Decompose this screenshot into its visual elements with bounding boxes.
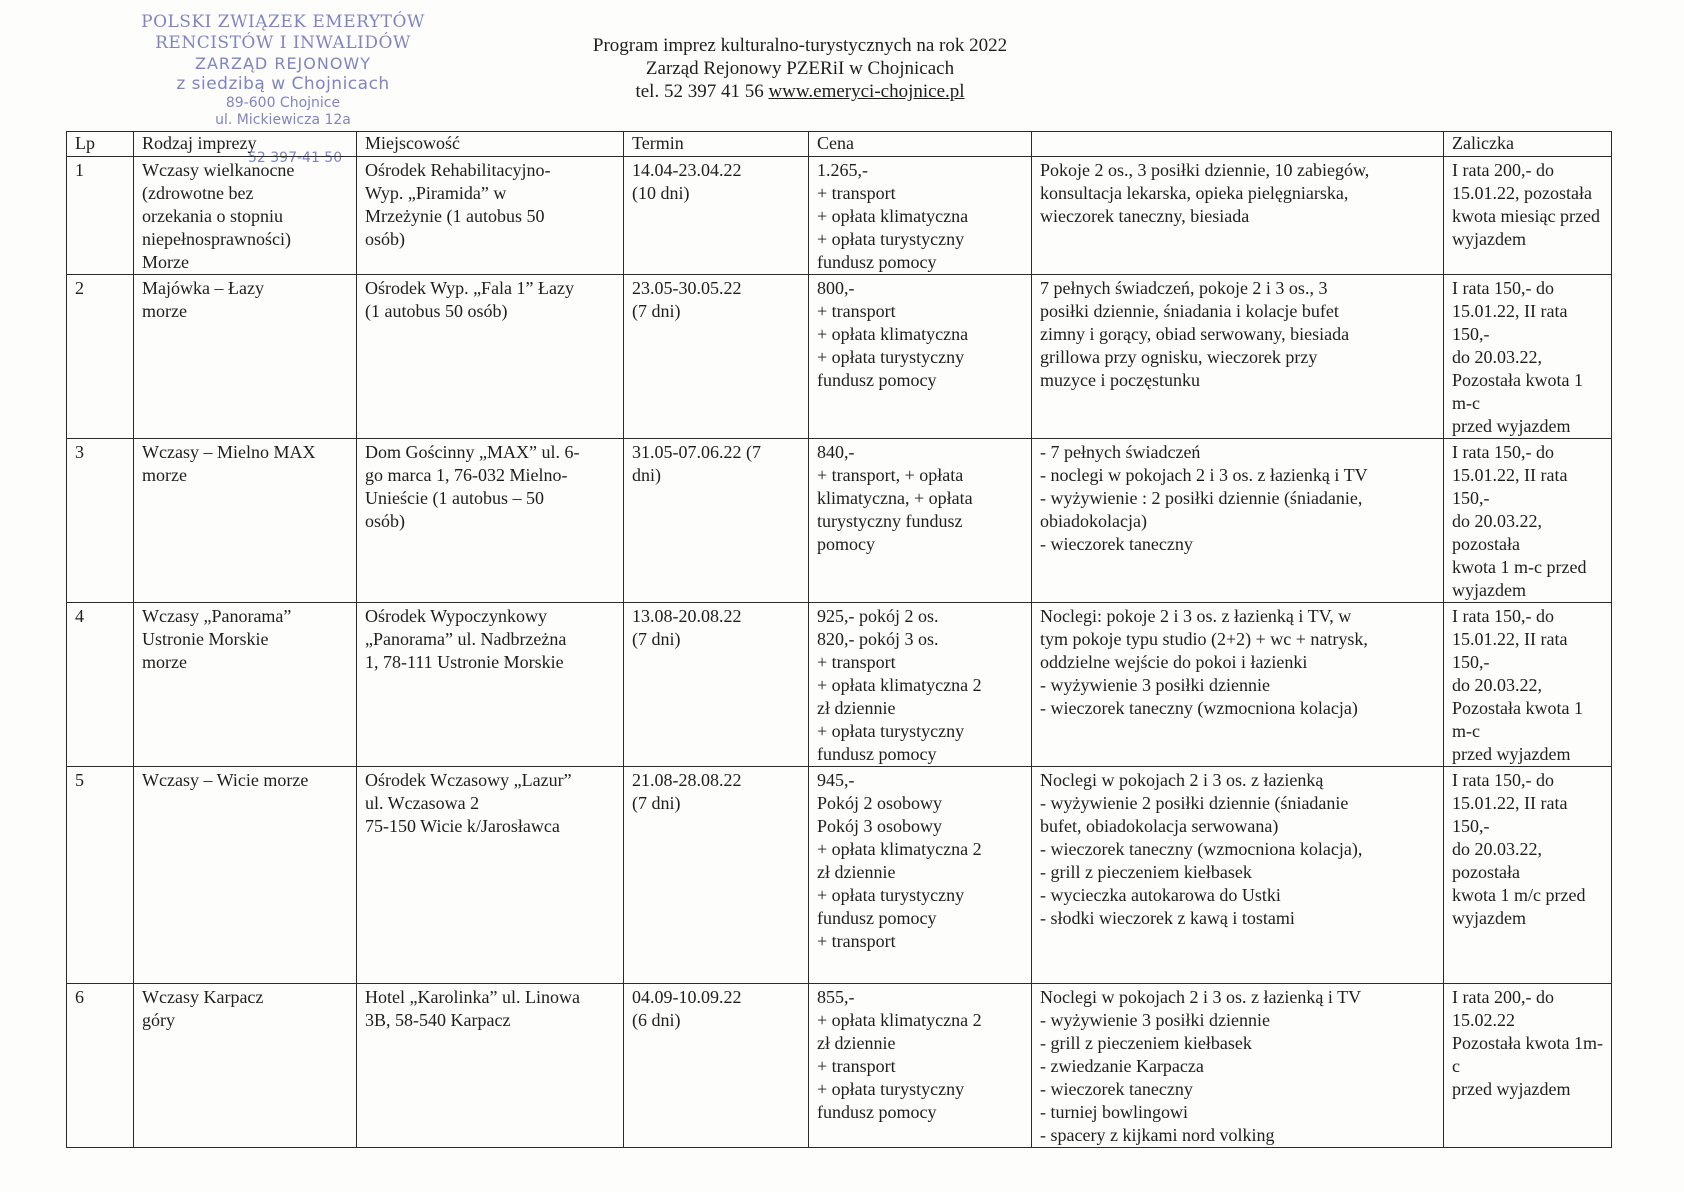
cell-lp: 6: [67, 984, 134, 1148]
table-row: [67, 603, 1612, 767]
table-row: [67, 157, 1612, 275]
cell-lp: 5: [67, 767, 134, 984]
table-row: [67, 439, 1612, 603]
cell-description: 7 pełnych świadczeń, pokoje 2 i 3 os., 3 posiłki dziennie, śniadania i kolacje bufet zimny i gorący, obiad serwowany, biesiada grillowa przy ognisku, wieczorek przy muzyce i poczęstunku: [1032, 275, 1444, 439]
cell-dates: 21.08-28.08.22 (7 dni): [624, 767, 809, 984]
cell-price: 840,- + transport, + opłata klimatyczna, + opłata turystyczny fundusz pomocy: [809, 439, 1032, 603]
cell-location: Hotel „Karolinka” ul. Linowa 3B, 58-540 Karpacz: [357, 984, 624, 1148]
cell-dates: 13.08-20.08.22 (7 dni): [624, 603, 809, 767]
document-heading: [500, 34, 1100, 103]
table-header-row: [67, 132, 1612, 157]
stamp-phone: 52 397-41 50: [248, 150, 343, 166]
header-deposit: Zaliczka: [1444, 132, 1612, 157]
stamp-line: POLSKI ZWIĄZEK EMERYTÓW: [141, 12, 425, 32]
website-link[interactable]: www.emeryci-chojnice.pl: [768, 81, 965, 102]
cell-description: Noclegi w pokojach 2 i 3 os. z łazienką - wyżywienie 2 posiłki dziennie (śniadanie bufet, obiadokolacja serwowana) - wieczorek taneczny (wzmocniona kolacja), - grill z pieczeniem kiełbasek - wycieczka autokarowa do Ustki - słodki wieczorek z kawą i tostami: [1032, 767, 1444, 984]
cell-location: Ośrodek Rehabilitacyjno- Wyp. „Piramida” w Mrzeżynie (1 autobus 50 osób): [357, 157, 624, 275]
stamp-line: z siedzibą w Chojnicach: [176, 73, 390, 94]
header-dates: Termin: [624, 132, 809, 157]
cell-lp: 1: [67, 157, 134, 275]
cell-dates: 31.05-07.06.22 (7 dni): [624, 439, 809, 603]
cell-description: Pokoje 2 os., 3 posiłki dziennie, 10 zabiegów, konsultacja lekarska, opieka pielęgniarska, wieczorek taneczny, biesiada: [1032, 157, 1444, 275]
cell-deposit: I rata 150,- do 15.01.22, II rata 150,- do 20.03.22, pozostała kwota 1 m-c przed wyjazdem: [1444, 439, 1612, 603]
cell-deposit: I rata 150,- do 15.01.22, II rata 150,- do 20.03.22, Pozostała kwota 1 m-c przed wyjazdem: [1444, 603, 1612, 767]
stamp-line: RENCISTÓW I INWALIDÓW: [155, 33, 411, 54]
table-row: [67, 767, 1612, 984]
cell-deposit: I rata 150,- do 15.01.22, II rata 150,- do 20.03.22, pozostała kwota 1 m/c przed wyjazdem: [1444, 767, 1612, 984]
header-price: Cena: [809, 132, 1032, 157]
cell-lp: 2: [67, 275, 134, 439]
stamp-line: 89-600 Chojnice: [225, 95, 341, 112]
cell-dates: 14.04-23.04.22 (10 dni): [624, 157, 809, 275]
table-row: [67, 275, 1612, 439]
cell-dates: 23.05-30.05.22 (7 dni): [624, 275, 809, 439]
cell-deposit: I rata 200,- do 15.02.22 Pozostała kwota 1m-c przed wyjazdem: [1444, 984, 1612, 1148]
cell-event-type: Wczasy – Wicie morze: [134, 767, 357, 984]
header-description: [1032, 132, 1444, 157]
cell-event-type: Majówka – Łazy morze: [134, 275, 357, 439]
contact-line: [500, 80, 1100, 103]
cell-lp: 3: [67, 439, 134, 603]
cell-event-type: Wczasy – Mielno MAX morze: [134, 439, 357, 603]
header-event-type: Rodzaj imprezy: [134, 132, 357, 157]
cell-event-type: Wczasy Karpacz góry: [134, 984, 357, 1148]
cell-price: 1.265,- + transport + opłata klimatyczna + opłata turystyczny fundusz pomocy: [809, 157, 1032, 275]
cell-description: Noclegi w pokojach 2 i 3 os. z łazienką i TV - wyżywienie 3 posiłki dziennie - grill z pieczeniem kiełbasek - zwiedzanie Karpacza - wieczorek taneczny - turniej bowlingowi - spacery z kijkami nord volking: [1032, 984, 1444, 1148]
cell-deposit: I rata 200,- do 15.01.22, pozostała kwota miesiąc przed wyjazdem: [1444, 157, 1612, 275]
header-location: Miejscowość: [357, 132, 624, 157]
cell-location: Ośrodek Wczasowy „Lazur” ul. Wczasowa 2 75-150 Wicie k/Jarosławca: [357, 767, 624, 984]
document-subtitle: Zarząd Rejonowy PZERiI w Chojnicach: [645, 58, 955, 79]
document-title: Program imprez kulturalno-turystycznych na rok 2022: [592, 35, 1008, 56]
table-row: [67, 984, 1612, 1148]
cell-price: 925,- pokój 2 os. 820,- pokój 3 os. + transport + opłata klimatyczna 2 zł dziennie + opłata turystyczny fundusz pomocy: [809, 603, 1032, 767]
cell-price: 945,- Pokój 2 osobowy Pokój 3 osobowy + opłata klimatyczna 2 zł dziennie + opłata turystyczny fundusz pomocy + transport: [809, 767, 1032, 984]
cell-price: 800,- + transport + opłata klimatyczna + opłata turystyczny fundusz pomocy: [809, 275, 1032, 439]
cell-location: Ośrodek Wyp. „Fala 1” Łazy (1 autobus 50 osób): [357, 275, 624, 439]
cell-deposit: I rata 150,- do 15.01.22, II rata 150,- do 20.03.22, Pozostała kwota 1 m-c przed wyjazdem: [1444, 275, 1612, 439]
cell-description: - 7 pełnych świadczeń - noclegi w pokojach 2 i 3 os. z łazienką i TV - wyżywienie : 2 posiłki dziennie (śniadanie, obiadokolacja) - wieczorek taneczny: [1032, 439, 1444, 603]
cell-event-type: Wczasy wielkanocne (zdrowotne bez orzekania o stopniu niepełnosprawności) Morze: [134, 157, 357, 275]
stamp-line: ul. Mickiewicza 12a: [215, 112, 351, 129]
cell-lp: 4: [67, 603, 134, 767]
cell-description: Noclegi: pokoje 2 i 3 os. z łazienką i TV, w tym pokoje typu studio (2+2) + wc + natrysk, oddzielne wejście do pokoi i łazienki - wyżywienie 3 posiłki dziennie - wieczorek taneczny (wzmocniona kolacja): [1032, 603, 1444, 767]
cell-location: Dom Gościnny „MAX” ul. 6- go marca 1, 76-032 Mielno- Unieście (1 autobus – 50 osób): [357, 439, 624, 603]
events-table: [66, 131, 1612, 1148]
phone-number: tel. 52 397 41 56: [635, 81, 764, 102]
cell-dates: 04.09-10.09.22 (6 dni): [624, 984, 809, 1148]
cell-event-type: Wczasy „Panorama” Ustronie Morskie morze: [134, 603, 357, 767]
stamp-line: ZARZĄD REJONOWY: [194, 54, 372, 74]
cell-location: Ośrodek Wypoczynkowy „Panorama” ul. Nadbrzeżna 1, 78-111 Ustronie Morskie: [357, 603, 624, 767]
header-lp: Lp: [67, 132, 134, 157]
cell-price: 855,- + opłata klimatyczna 2 zł dziennie + transport + opłata turystyczny fundusz pomocy: [809, 984, 1032, 1148]
